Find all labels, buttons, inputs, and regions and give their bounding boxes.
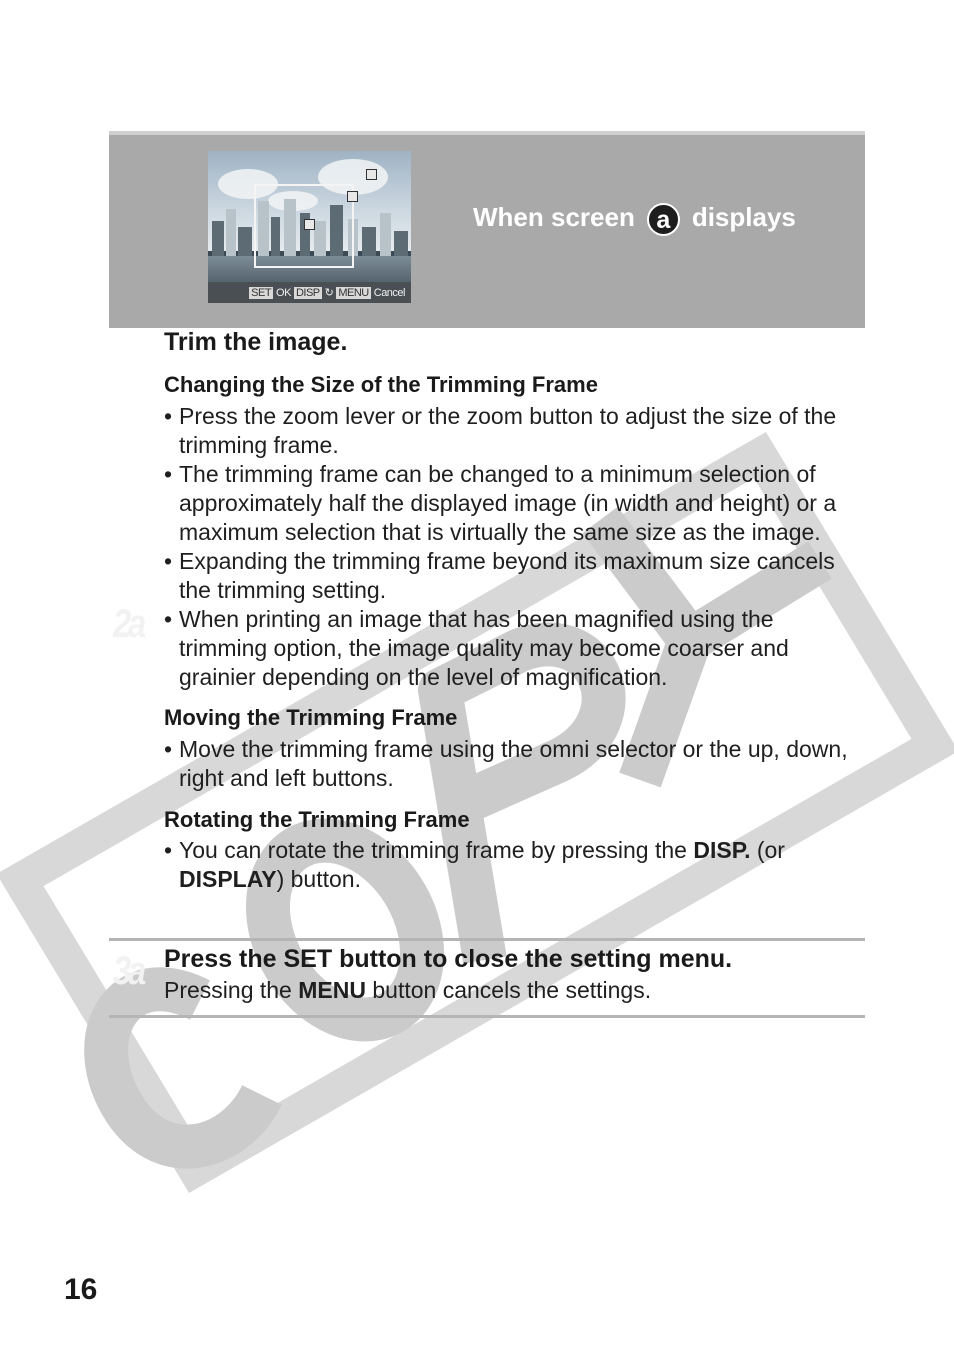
rotate-text-middle: (or	[750, 837, 785, 863]
lcd-ok-label: OK	[276, 286, 291, 299]
rotate-text-after: ) button.	[276, 866, 361, 892]
step-3a-note	[164, 976, 864, 1004]
step-2a-content	[164, 326, 864, 894]
list-item: • When printing an image that has been magnified using the trimming option, the image quality may become coarser and grainier depending on the level of magnification.	[164, 605, 864, 692]
rotate-text-before: You can rotate the trimming frame by pressing the	[179, 837, 694, 863]
display-button-label: DISPLAY	[179, 866, 277, 892]
step-2a-number: 2a	[113, 602, 143, 646]
lcd-disp-label: DISP	[295, 286, 320, 299]
lcd-cancel-label: Cancel	[373, 286, 405, 299]
menu-button-label: MENU	[298, 977, 366, 1003]
section-move-heading: Moving the Trimming Frame	[164, 705, 458, 730]
list-item: • Press the zoom lever or the zoom button to adjust the size of the trimming frame.	[164, 402, 864, 460]
note-before: Pressing the	[164, 977, 299, 1003]
note-after: button cancels the settings.	[365, 977, 652, 1003]
lcd-menu-label: MENU	[338, 286, 369, 299]
section-rotate-list	[164, 836, 864, 894]
header-title-before: When screen	[473, 202, 635, 232]
lcd-button-guide	[208, 282, 411, 303]
section-move-list	[164, 735, 864, 793]
header-title-after: displays	[691, 202, 796, 232]
divider	[109, 938, 865, 941]
divider	[109, 1015, 865, 1018]
section-rotate-heading: Rotating the Trimming Frame	[164, 807, 470, 832]
rotate-icon: ↻	[324, 287, 334, 299]
screen-a-header	[109, 131, 865, 328]
screen-badge-icon: a	[647, 203, 680, 236]
step-2a-title: Trim the image.	[164, 328, 348, 356]
list-item: • The trimming frame can be changed to a minimum selection of approximately half the displayed image (in width and height) or a maximum selection that is virtually the same size as the image.	[164, 460, 864, 547]
page-number: 16	[64, 1273, 98, 1306]
step-3a-number: 3a	[113, 949, 143, 993]
list-item: • Expanding the trimming frame beyond its maximum size cancels the trimming setting.	[164, 547, 864, 605]
section-size-list	[164, 402, 864, 692]
section-size-heading: Changing the Size of the Trimming Frame	[164, 372, 598, 397]
step-3a-content	[164, 942, 864, 1004]
lcd-set-label: SET	[251, 286, 272, 299]
list-item: • Move the trimming frame using the omni selector or the up, down, right and left buttons.	[164, 735, 864, 793]
step-3a-title: Press the SET button to close the setting menu.	[164, 945, 733, 973]
header-title	[473, 201, 796, 234]
disp-button-label: DISP.	[693, 837, 751, 863]
lcd-preview-image	[208, 151, 411, 303]
list-item	[164, 836, 864, 894]
